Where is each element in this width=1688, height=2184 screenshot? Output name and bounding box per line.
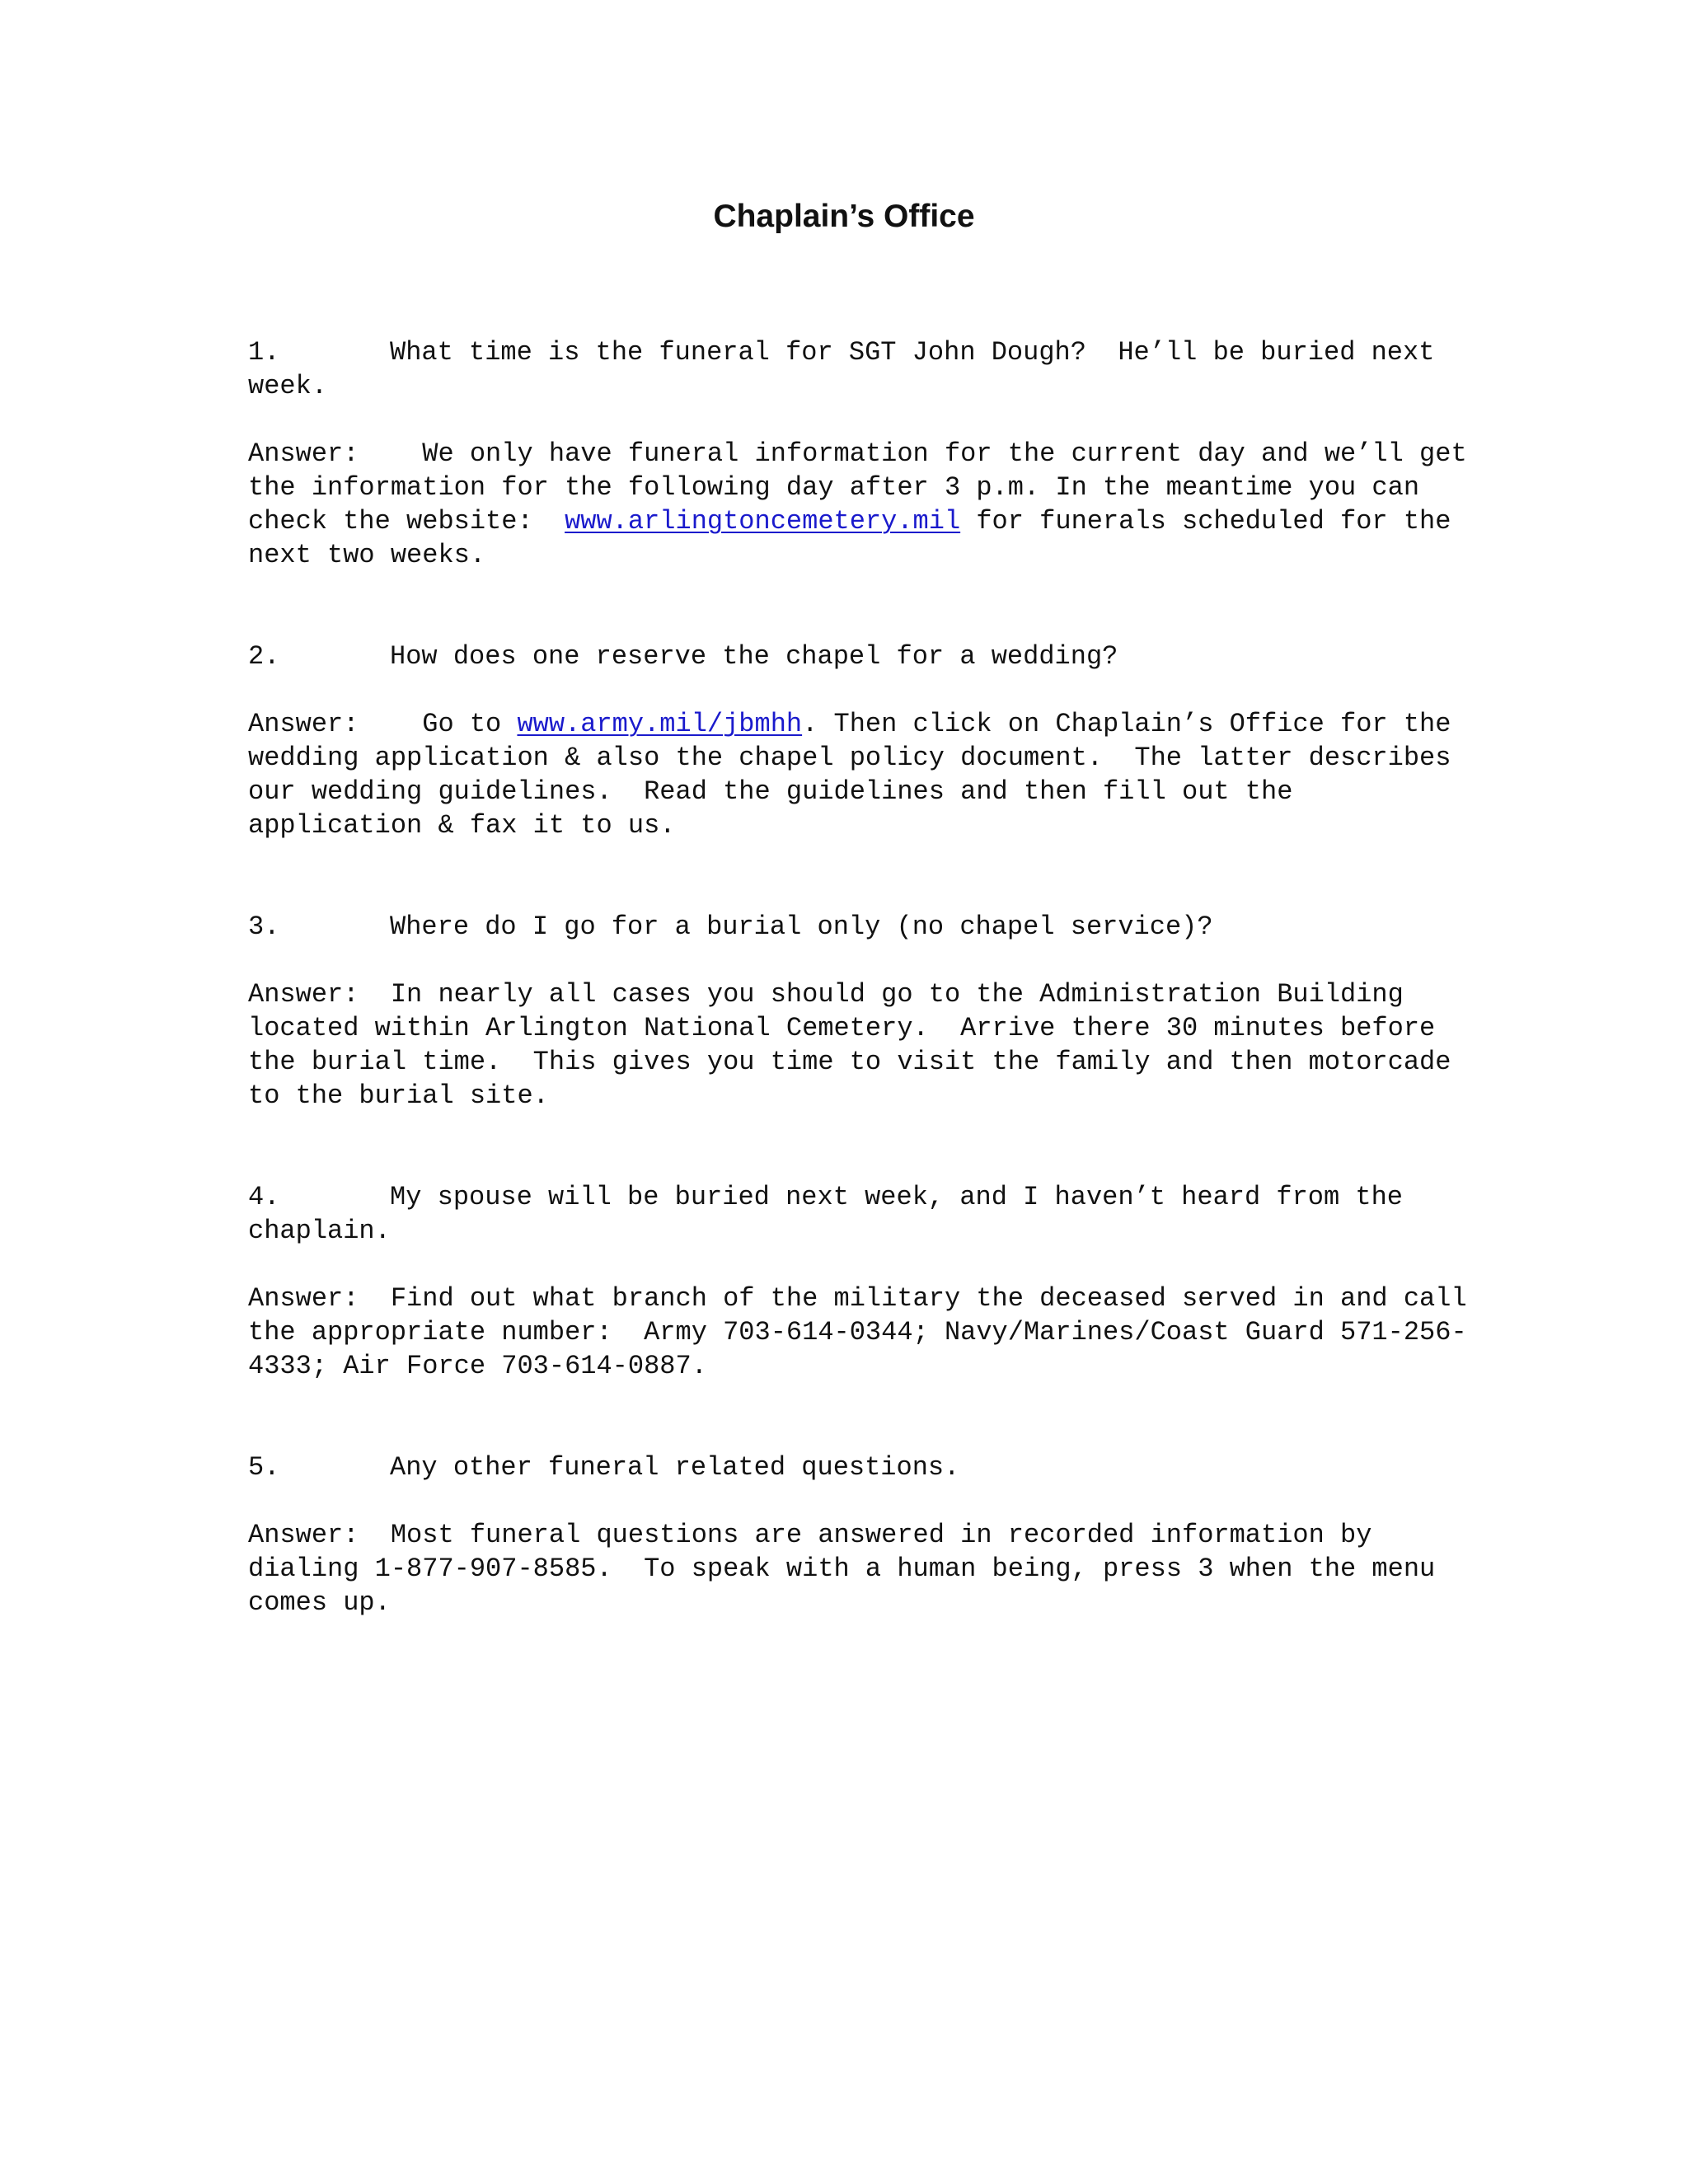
faq-question-3 bbox=[248, 910, 1468, 944]
faq-number: 5. bbox=[248, 1452, 280, 1483]
faq-question-5 bbox=[248, 1451, 1468, 1484]
faq-body bbox=[248, 335, 1483, 1619]
faq-item-5 bbox=[248, 1451, 1468, 1619]
faq-item-3 bbox=[248, 910, 1468, 1113]
faq-item-4 bbox=[248, 1180, 1483, 1383]
faq-question-2 bbox=[248, 640, 1468, 673]
faq-question-text: What time is the funeral for SGT John Dough? He’ll be buried next week. bbox=[248, 337, 1451, 401]
faq-answer-text: Answer: We only have funeral information for the current day and we’ll get the information for the following day after 3 p.m. In the meantime you can check the website: bbox=[248, 438, 1483, 537]
faq-answer-2 bbox=[248, 707, 1468, 842]
faq-answer-text: for funerals scheduled for the next two weeks. bbox=[248, 506, 1467, 570]
page-title: Chaplain’s Office bbox=[713, 199, 975, 234]
faq-number: 4. bbox=[248, 1182, 280, 1212]
faq-item-1 bbox=[248, 335, 1483, 572]
faq-answer-4: Answer: Find out what branch of the military the deceased served in and call the appropriate number: Army 703-614-0344; Navy/Marines/Coast Guard 571-256-4333; Air Force 703-614-0887. bbox=[248, 1283, 1483, 1381]
faq-item-2 bbox=[248, 640, 1468, 842]
faq-question-1 bbox=[248, 335, 1468, 403]
faq-number: 2. bbox=[248, 641, 280, 672]
faq-answer-text: Answer: Go to bbox=[248, 709, 518, 739]
faq-number: 1. bbox=[248, 337, 280, 368]
faq-question-4 bbox=[248, 1180, 1468, 1248]
faq-answer-text: . Then click on Chaplain’s Office for the wedding application & also the chapel policy document. The latter describes our wedding guidelines. Read the guidelines and then fill out the application & fax it to us. bbox=[248, 709, 1467, 841]
faq-question-text: Any other funeral related questions. bbox=[390, 1452, 960, 1483]
faq-question-text: How does one reserve the chapel for a wedding? bbox=[390, 641, 1118, 672]
faq-question-text: My spouse will be buried next week, and I haven’t heard from the chaplain. bbox=[248, 1182, 1419, 1246]
faq-answer-3: Answer: In nearly all cases you should go to the Administration Building located within Arlington National Cemetery. Arrive there 30 minutes before the burial time. This gives you time to visit the family and then motorcade to the burial site. bbox=[248, 979, 1467, 1111]
faq-number: 3. bbox=[248, 912, 280, 942]
faq-answer-5: Answer: Most funeral questions are answered in recorded information by dialing 1-877-907-8585. To speak with a human being, press 3 when the menu comes up. bbox=[248, 1520, 1451, 1618]
faq-question-text: Where do I go for a burial only (no chapel service)? bbox=[390, 912, 1213, 942]
army-jbmhh-link[interactable]: www.army.mil/jbmhh bbox=[517, 709, 803, 739]
arlington-cemetery-link[interactable]: www.arlingtoncemetery.mil bbox=[565, 506, 961, 537]
faq-answer-1 bbox=[248, 437, 1483, 572]
